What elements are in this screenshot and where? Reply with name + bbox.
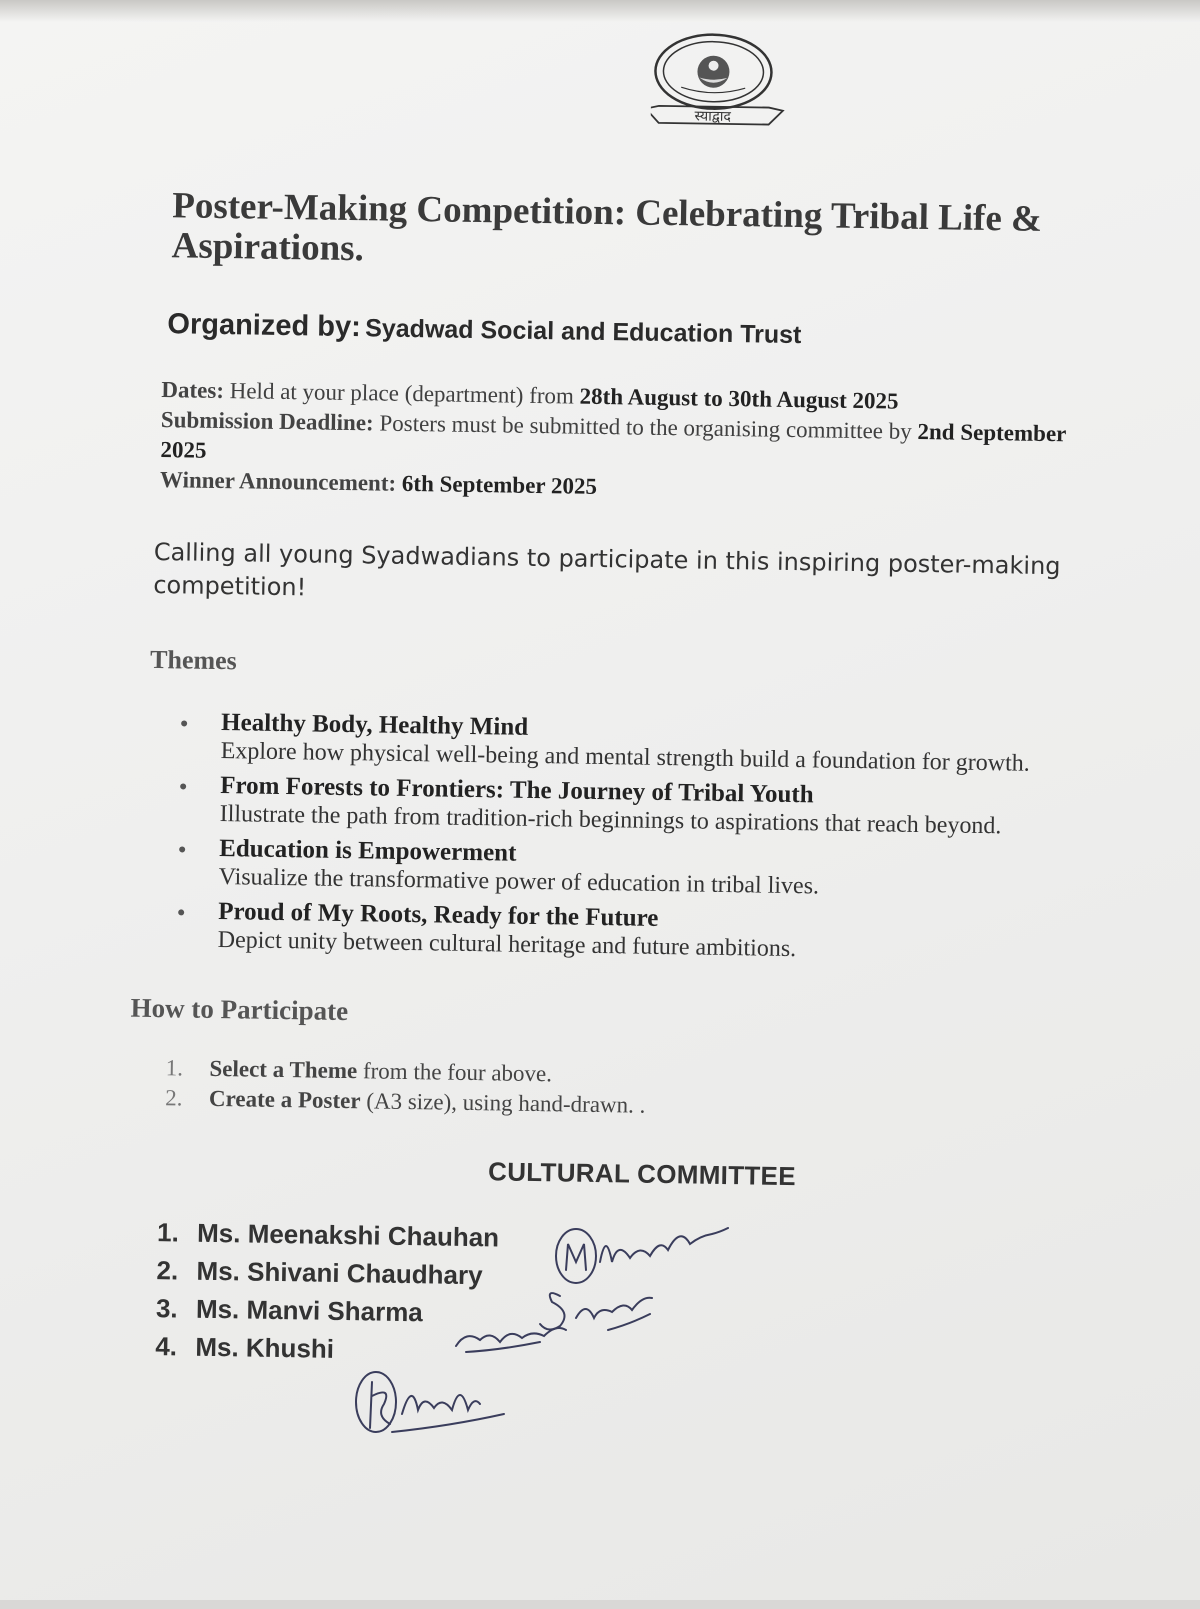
call-to-participate: Calling all young Syadwadians to participate in this inspiring poster-making competition! (153, 537, 1061, 602)
organizer-name: Syadwad Social and Education Trust (364, 314, 802, 350)
dates-label: Dates: (161, 377, 225, 404)
step-action: Select a Theme (209, 1055, 358, 1084)
theme-item (180, 770, 1141, 843)
member-item (155, 1327, 756, 1374)
theme-title: Proud of My Roots, Ready for the Future (217, 898, 659, 932)
member-number: 2. (156, 1255, 179, 1286)
committee-heading: CULTURAL COMMITTEE (487, 1156, 797, 1192)
themes-list (177, 707, 1141, 974)
deadline-month: September 2025 (160, 419, 1067, 463)
dates-range: 28th August to 30th August 2025 (579, 383, 899, 414)
step-action: Create a Poster (208, 1085, 361, 1114)
step-text: (A3 size), using hand-drawn. . (366, 1088, 646, 1118)
organizer-label: Organized by: (167, 308, 362, 344)
member-number: 4. (155, 1331, 178, 1362)
step-text: from the four above. (362, 1058, 553, 1087)
logo-text: स्याद्वाद (694, 108, 732, 125)
theme-description: Explore how physical well-being and mental strength build a foundation for growth. (220, 738, 1030, 777)
committee-members (155, 1213, 757, 1374)
theme-description: Illustrate the path from tradition-rich beginnings to aspirations that reach beyond. (219, 801, 1002, 840)
member-name: Ms. Meenakshi Chauhan (196, 1217, 500, 1253)
step-number: 1. (165, 1055, 184, 1081)
theme-item (179, 833, 1140, 906)
winner-date: 6th September 2025 (401, 470, 598, 499)
trust-emblem-logo (650, 31, 802, 135)
theme-title: Education is Empowerment (218, 835, 517, 867)
how-to-participate-heading: How to Participate (130, 992, 349, 1027)
participation-steps (165, 1053, 866, 1124)
dates-text: Held at your place (department) from (229, 378, 575, 409)
event-dates (160, 375, 1112, 510)
member-number: 1. (156, 1217, 180, 1248)
themes-heading: Themes (149, 644, 238, 676)
deadline-day: 2nd (917, 418, 955, 445)
member-name: Ms. Khushi (195, 1331, 335, 1364)
step-number: 2. (165, 1085, 183, 1111)
theme-description: Visualize the transformative power of education in tribal lives. (218, 864, 820, 900)
theme-item (180, 707, 1141, 780)
page-title: Poster-Making Competition: Celebrating Tribal Life & Aspirations. (171, 185, 1043, 270)
theme-title: From Forests to Frontiers: The Journey of Tribal Youth (219, 772, 814, 809)
member-name: Ms. Shivani Chaudhary (196, 1255, 483, 1291)
member-number: 3. (155, 1293, 178, 1324)
deadline-label: Submission Deadline: (160, 407, 374, 436)
member-name: Ms. Manvi Sharma (195, 1293, 424, 1328)
winner-label: Winner Announcement: (159, 467, 397, 496)
theme-description: Depict unity between cultural heritage and future ambitions. (217, 927, 797, 963)
deadline-text: Posters must be submitted to the organising committee by (379, 410, 912, 444)
theme-title: Healthy Body, Healthy Mind (220, 709, 529, 741)
organizer-line (167, 308, 1067, 355)
theme-item (178, 896, 1139, 969)
